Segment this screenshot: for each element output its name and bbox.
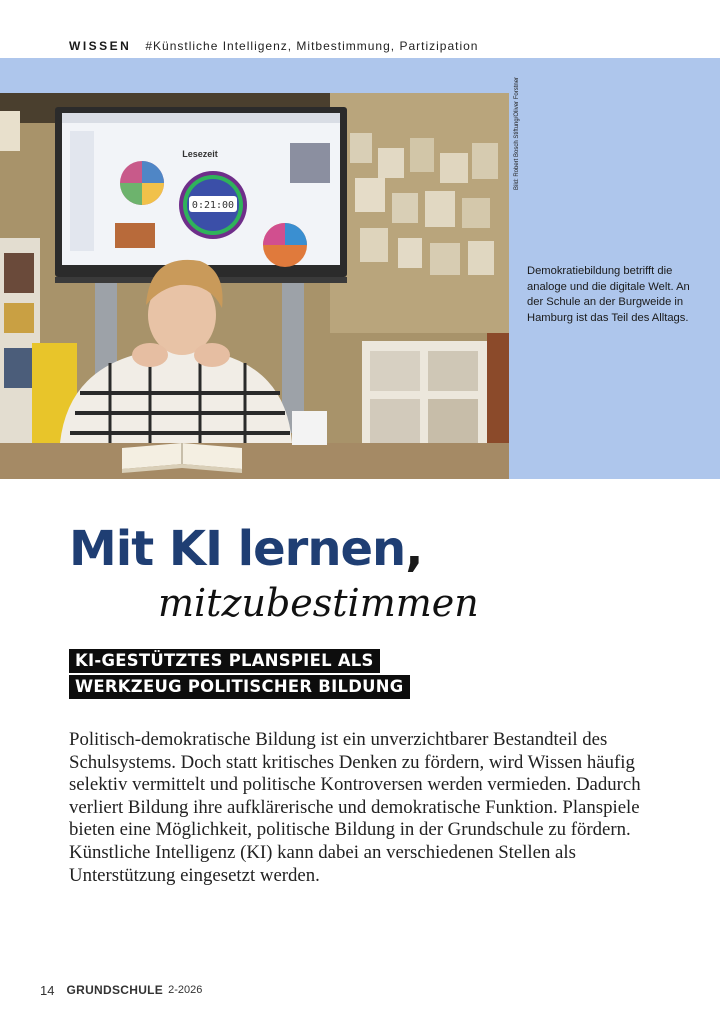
lead-paragraph: Politisch-demokratische Bildung ist ein unverzichtbarer Bestandteil des Schulsystems. Doch statt kritisches Denken zu fördern, wird Wissen häufig selektiv vermittelt und politische Kontroversen werden vermieden. Dadurch verliert Bildung ihre aufklärerische und demokratische Funktion. Planspiele bieten eine Möglichkeit, politische Bildung in der Grundschule zu fördern. Künstliche Intelligenz (KI) kann dabei an verschiedenen Stellen als Unterstützung eingesetzt werden. bbox=[69, 729, 641, 886]
screen-label: Lesezeit bbox=[182, 149, 218, 159]
page-footer bbox=[40, 981, 202, 999]
headline-line-2: mitzubestimmen bbox=[158, 581, 479, 625]
screen-timer: 0:21:00 bbox=[191, 200, 235, 211]
headline-line-1 bbox=[69, 519, 422, 579]
classroom-illustration bbox=[0, 93, 509, 479]
page-number: 14 bbox=[40, 982, 55, 998]
section-label: WISSEN bbox=[69, 39, 132, 53]
topic-tags: #Künstliche Intelligenz, Mitbestimmung, Partizipation bbox=[145, 39, 479, 53]
magazine-name: GRUNDSCHULE bbox=[66, 983, 164, 997]
classroom-photo bbox=[0, 93, 509, 479]
subheadline-line-2: WERKZEUG POLITISCHER BILDUNG bbox=[69, 675, 410, 699]
issue-number: 2-2026 bbox=[168, 984, 203, 996]
photo-credit-text: Bild: Robert Bosch Stiftung/Oliver Forstner bbox=[514, 76, 520, 190]
subheadline-line-1: KI-GESTÜTZTES PLANSPIEL ALS bbox=[69, 649, 380, 673]
photo-credit bbox=[508, 76, 528, 192]
headline-comma: , bbox=[405, 521, 423, 577]
photo-caption: Demokratiebildung betrifft die analoge und die digitale Welt. An der Schule an der Burgweide in Hamburg ist das Teil des Alltags. bbox=[527, 265, 690, 324]
running-header bbox=[69, 38, 478, 54]
headline-text: Mit KI lernen bbox=[69, 521, 406, 577]
